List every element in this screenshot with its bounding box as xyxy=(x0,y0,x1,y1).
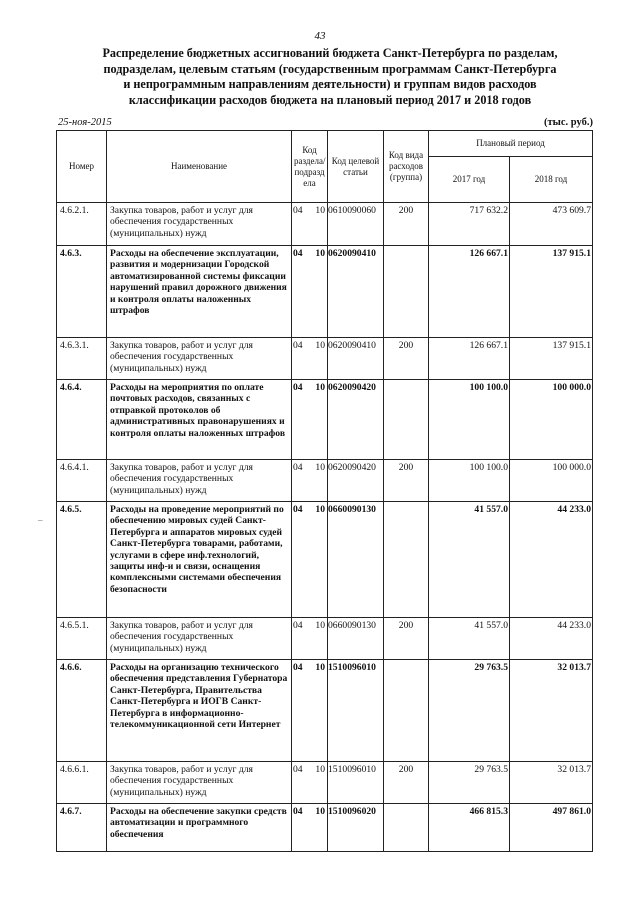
row-name: Закупка товаров, работ и услуг для обеспечения государственных (муниципальных) нужд xyxy=(107,762,292,804)
row-2018: 137 915.1 xyxy=(510,246,593,338)
row-2017: 100 100.0 xyxy=(429,460,510,502)
row-section-razdel: 04 xyxy=(293,504,303,515)
document-title xyxy=(60,46,600,108)
row-target: 0620090410 xyxy=(328,246,384,338)
row-2018: 100 000.0 xyxy=(510,380,593,460)
row-section-podrazdel: 10 xyxy=(315,662,325,673)
title-line: классификации расходов бюджета на плановый период 2017 и 2018 годов xyxy=(128,92,532,107)
row-target: 1510096020 xyxy=(328,804,384,852)
header-number: Номер xyxy=(57,131,107,203)
row-type xyxy=(384,502,429,618)
row-name: Расходы на проведение мероприятий по обеспечению мировых судей Санкт-Петербурга и аппаратов мировых судей Санкт-Петербурга товарами, работами, услугами в сфере инф.технологий, защиты инф-и и связи, оснащения комплексными системами обеспечения безопасности xyxy=(107,502,292,618)
header-target: Код целевой статьи xyxy=(328,131,384,203)
row-name: Закупка товаров, работ и услуг для обеспечения государственных (муниципальных) нужд xyxy=(107,338,292,380)
row-section xyxy=(292,762,328,804)
row-section xyxy=(292,203,328,246)
row-2018: 137 915.1 xyxy=(510,338,593,380)
row-number: 4.6.3.1. xyxy=(57,338,107,380)
row-name: Расходы на обеспечение закупки средств автоматизации и программного обеспечения xyxy=(107,804,292,852)
row-target: 1510096010 xyxy=(328,762,384,804)
table-row xyxy=(57,502,593,618)
row-number: 4.6.5. xyxy=(57,502,107,618)
row-2017: 466 815.3 xyxy=(429,804,510,852)
row-section-razdel: 04 xyxy=(293,462,303,473)
row-type: 200 xyxy=(384,762,429,804)
row-target: 0610090060 xyxy=(328,203,384,246)
row-section-podrazdel: 10 xyxy=(315,205,325,216)
row-2018: 44 233.0 xyxy=(510,618,593,660)
row-target: 0660090130 xyxy=(328,502,384,618)
row-name: Закупка товаров, работ и услуг для обеспечения государственных (муниципальных) нужд xyxy=(107,460,292,502)
row-2017: 29 763.5 xyxy=(429,660,510,762)
row-section-podrazdel: 10 xyxy=(315,504,325,515)
row-2018: 32 013.7 xyxy=(510,762,593,804)
row-number: 4.6.6. xyxy=(57,660,107,762)
budget-table xyxy=(56,130,593,852)
table-row xyxy=(57,380,593,460)
row-name: Закупка товаров, работ и услуг для обеспечения государственных (муниципальных) нужд xyxy=(107,618,292,660)
row-number: 4.6.7. xyxy=(57,804,107,852)
row-section-podrazdel: 10 xyxy=(315,340,325,351)
row-section-podrazdel: 10 xyxy=(315,764,325,775)
row-section xyxy=(292,618,328,660)
table-row xyxy=(57,338,593,380)
row-type xyxy=(384,246,429,338)
row-number: 4.6.2.1. xyxy=(57,203,107,246)
row-section-podrazdel: 10 xyxy=(315,248,325,259)
row-section-razdel: 04 xyxy=(293,340,303,351)
row-number: 4.6.4. xyxy=(57,380,107,460)
table-row xyxy=(57,618,593,660)
row-target: 0620090420 xyxy=(328,460,384,502)
row-number: 4.6.6.1. xyxy=(57,762,107,804)
row-section-razdel: 04 xyxy=(293,382,303,393)
header-name: Наименование xyxy=(107,131,292,203)
row-2018: 100 000.0 xyxy=(510,460,593,502)
row-2017: 717 632.2 xyxy=(429,203,510,246)
row-target: 1510096010 xyxy=(328,660,384,762)
row-section xyxy=(292,804,328,852)
row-type xyxy=(384,804,429,852)
row-name: Закупка товаров, работ и услуг для обеспечения государственных (муниципальных) нужд xyxy=(107,203,292,246)
row-number: 4.6.5.1. xyxy=(57,618,107,660)
row-section-razdel: 04 xyxy=(293,764,303,775)
row-type: 200 xyxy=(384,338,429,380)
row-2017: 126 667.1 xyxy=(429,338,510,380)
table-row xyxy=(57,460,593,502)
table-row xyxy=(57,804,593,852)
row-section-razdel: 04 xyxy=(293,248,303,259)
row-number: 4.6.4.1. xyxy=(57,460,107,502)
page-number: 43 xyxy=(314,30,326,42)
row-section-razdel: 04 xyxy=(293,662,303,673)
row-target: 0620090410 xyxy=(328,338,384,380)
row-section-podrazdel: 10 xyxy=(315,806,325,817)
table-row xyxy=(57,246,593,338)
row-2018: 473 609.7 xyxy=(510,203,593,246)
header-2017: 2017 год xyxy=(429,157,510,203)
row-2018: 497 861.0 xyxy=(510,804,593,852)
row-2017: 100 100.0 xyxy=(429,380,510,460)
header-2018: 2018 год xyxy=(510,157,593,203)
row-section xyxy=(292,246,328,338)
row-type: 200 xyxy=(384,460,429,502)
document-date: 25-ноя-2015 xyxy=(58,117,112,128)
table-row xyxy=(57,762,593,804)
row-target: 0660090130 xyxy=(328,618,384,660)
row-section xyxy=(292,380,328,460)
row-name: Расходы на организацию технического обеспечения представления Губернатора Санкт-Петербурга, Правительства Санкт-Петербурга и ИОГВ Санкт-Петербурга в информационно-телекоммуникационной сети Интернет xyxy=(107,660,292,762)
row-number: 4.6.3. xyxy=(57,246,107,338)
row-section xyxy=(292,502,328,618)
header-section: Код раздела/ подразд ела xyxy=(292,131,328,203)
title-line: подразделам, целевым статьям (государственным программам Санкт-Петербурга xyxy=(103,61,557,76)
row-section-podrazdel: 10 xyxy=(315,462,325,473)
row-2018: 32 013.7 xyxy=(510,660,593,762)
row-2017: 41 557.0 xyxy=(429,618,510,660)
row-section xyxy=(292,460,328,502)
row-type: 200 xyxy=(384,203,429,246)
row-type: 200 xyxy=(384,618,429,660)
row-2018: 44 233.0 xyxy=(510,502,593,618)
row-section-razdel: 04 xyxy=(293,620,303,631)
row-type xyxy=(384,380,429,460)
row-section-podrazdel: 10 xyxy=(315,382,325,393)
margin-mark: – xyxy=(38,515,43,525)
row-section-razdel: 04 xyxy=(293,806,303,817)
row-section xyxy=(292,338,328,380)
row-2017: 41 557.0 xyxy=(429,502,510,618)
row-section-razdel: 04 xyxy=(293,205,303,216)
row-type xyxy=(384,660,429,762)
table-row xyxy=(57,660,593,762)
row-target: 0620090420 xyxy=(328,380,384,460)
row-name: Расходы на обеспечение эксплуатации, развития и модернизации Городской автоматизированной системы фиксации нарушений правил дорожного движения и контроля оплаты наложенных штрафов xyxy=(107,246,292,338)
header-type: Код вида расходов (группа) xyxy=(384,131,429,203)
units-label: (тыс. руб.) xyxy=(544,117,593,128)
title-line: Распределение бюджетных ассигнований бюджета Санкт-Петербурга по разделам, xyxy=(102,46,558,60)
row-2017: 29 763.5 xyxy=(429,762,510,804)
table-row xyxy=(57,203,593,246)
row-section-podrazdel: 10 xyxy=(315,620,325,631)
title-line: и непрограммным направлениям деятельности) и группам видов расходов xyxy=(123,77,537,91)
row-name: Расходы на мероприятия по оплате почтовых расходов, связанных с отправкой протоколов об административных правонарушениях и контроля оплаты наложенных штрафов xyxy=(107,380,292,460)
header-planned: Плановый период xyxy=(429,131,593,157)
row-section xyxy=(292,660,328,762)
row-2017: 126 667.1 xyxy=(429,246,510,338)
